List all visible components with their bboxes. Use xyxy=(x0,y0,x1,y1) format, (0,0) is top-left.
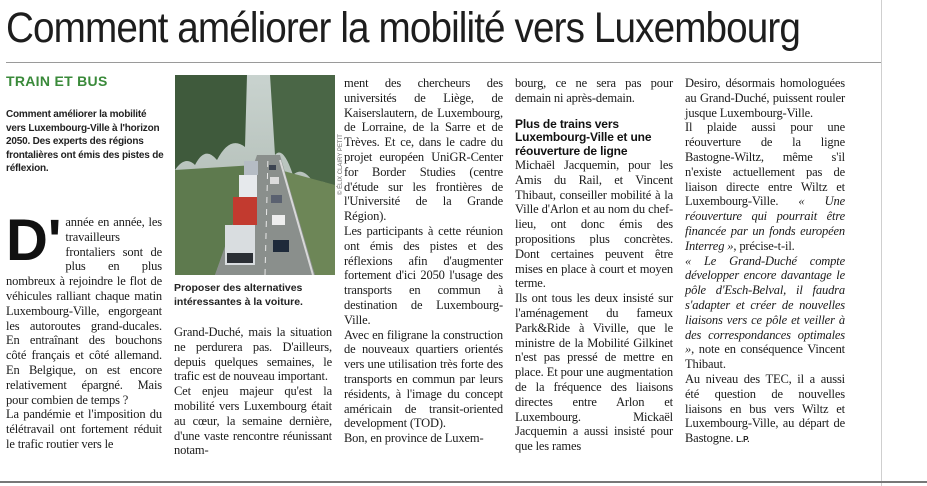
col5-p3-quote: « Le Grand-Duché compte développer encore davantage le pôle d'Esch-Belval, il faudra s'adapter et créer de nouvelles liaisons vers ce pôle et veiller à des correspondances optimales » xyxy=(685,253,845,357)
col3-paragraph-4: Bon, en province de Luxem- xyxy=(344,431,484,446)
col5-paragraph-2 xyxy=(685,120,845,253)
article-column-2 xyxy=(174,325,332,458)
headline: Comment améliorer la mobilité vers Luxembourg xyxy=(6,4,801,52)
bottom-rule xyxy=(0,481,927,483)
article-column-3 xyxy=(344,76,503,446)
headline-rule xyxy=(6,62,881,63)
kicker: TRAIN ET BUS xyxy=(6,73,108,89)
article-column-5 xyxy=(685,76,845,448)
author-signature: L.P. xyxy=(736,435,750,445)
col4-paragraph-3: Ils ont tous les deux insisté sur l'aménagement du fameux Park&Ride à Viville, que le ministre de la Mobilité Gilkinet n'est pas pressé de mettre en place. Et pour une augmentation de la fréquence des liaisons directes entre Arlon et Luxembourg. Mickaël Jacquemin a aussi insisté pour que les rames xyxy=(515,291,673,454)
photo-caption: Proposer des alternatives intéressantes à la voiture. xyxy=(174,282,303,308)
traffic-jam-photo xyxy=(175,75,335,275)
col5-paragraph-4 xyxy=(685,372,845,448)
subhead: Plus de trains vers Luxembourg-Ville et une réouverture de ligne xyxy=(515,116,652,158)
col1-paragraph-2: La pandémie et l'imposition du télétravail ont fortement réduit le trafic routier vers le xyxy=(6,407,162,451)
col5-p2-text: Il plaide aussi pour une réouverture de la ligne Bastogne-Wiltz, même s'il n'existe actuellement pas de liaison directe entre Wiltz et Luxembourg-Ville. xyxy=(685,120,845,209)
article-column-4 xyxy=(515,76,673,454)
col4-paragraph-2: Michaël Jacquemin, pour les Amis du Rail, et Vincent Thibaut, conseiller mobilité à la Ville d'Arlon et au nom du chef-lieu, ont donc émis des propositions plus concrètes. Dont certaines peuvent être mises en place à court et moyen terme. xyxy=(515,158,673,291)
col5-p3-end: , note en conséquence Vincent Thibaut. xyxy=(685,342,845,372)
col5-p2-end: , précise-t-il. xyxy=(733,238,795,253)
col5-p4-text: Au niveau des TEC, il a aussi été question de nouvelles liaisons en bus vers Wiltz et Luxembourg-Ville, au départ de Bastogne. xyxy=(685,371,845,446)
col5-paragraph-3 xyxy=(685,254,845,372)
traffic-jam-image xyxy=(175,75,335,275)
article-column-1 xyxy=(6,208,162,452)
intro-text: Comment améliorer la mobilité vers Luxembourg-Ville à l'horizon 2050. Des experts des régions frontalières ont émis des pistes de réflexion. xyxy=(6,109,164,174)
col4-paragraph-1: bourg, ce ne sera pas pour demain ni après-demain. xyxy=(515,76,673,105)
drop-cap: D' xyxy=(6,208,62,273)
col3-paragraph-3: Avec en filigrane la construction de nouveaux quartiers orientés vers une utilisation très forte des transports en commun par leurs résidents, à l'image du concept américain de transit-oriented development (TOD). xyxy=(344,327,503,431)
col1-paragraph-1: année en année, les travailleurs frontaliers sont de plus en plus nombreux à rejoindre le flot de véhicules ralliant chaque matin Luxembourg-Ville, engorgeant les autoroutes grand-ducales. En entraînant des bouchons côté français et côté allemand. En Belgique, on est encore relativement épargné. Mais pour combien de temps ? xyxy=(6,215,162,407)
photo-credit: © ÉLIX CLAIRY PETIT xyxy=(338,134,344,195)
col5-paragraph-1: Desiro, désormais homologuées au Grand-Duché, puissent rouler jusque Luxembourg-Ville. xyxy=(685,76,845,120)
col2-paragraph-2: Cet enjeu majeur qu'est la mobilité vers Luxembourg était au cœur, la semaine dernière, d'une vaste rencontre réunissant notam- xyxy=(174,384,332,458)
col3-paragraph-1: ment des chercheurs des universités de Liège, de Kaiserslautern, de Luxembourg, de Lorraine, de la Sarre et de Trèves. Et ce, dans le cadre du projet européen UniGR-Center for Border Studies (centre d'étude sur les frontières de l'Université de la Grande Région). xyxy=(344,76,503,224)
col5-p2-quote: « Une réouverture qui pourrait être financée par un fonds européen Interreg » xyxy=(685,194,845,253)
col3-paragraph-2: Les participants à cette réunion ont émis des pistes et des réflexions afin d'augmenter fortement d'ici 2050 l'usage des transports en commun à destination de Luxembourg-Ville. xyxy=(344,223,503,327)
col2-paragraph-1: Grand-Duché, mais la situation ne perdurera pas. D'ailleurs, depuis quelques semaines, le trafic est de nouveau important. xyxy=(174,325,332,384)
column-divider xyxy=(881,0,882,486)
